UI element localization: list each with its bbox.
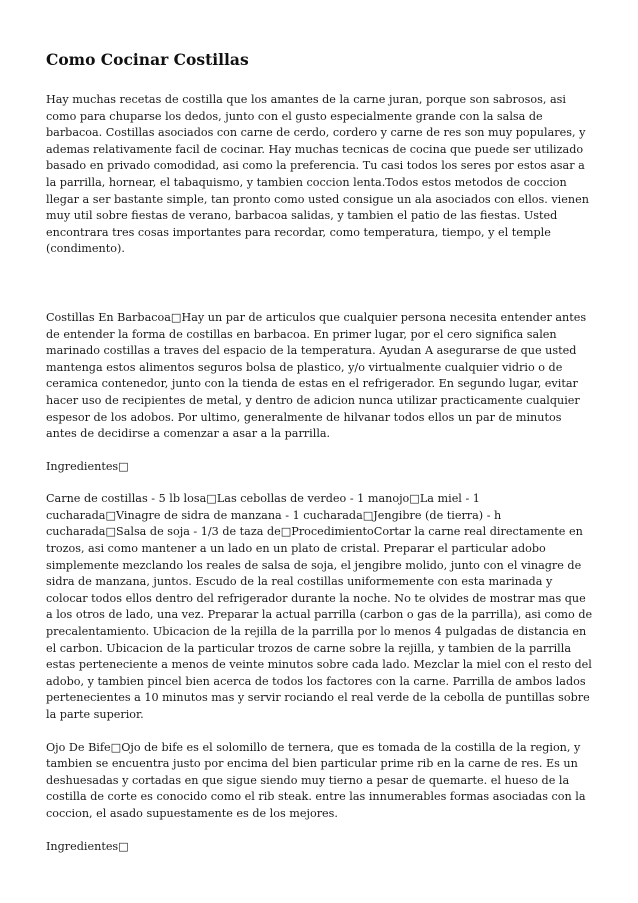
document-title: Como Cocinar Costillas <box>46 50 249 69</box>
paragraph-ojo-de-bife: Ojo De Bife□Ojo de bife es el solomillo de ternera, que es tomada de la costilla de la region, y tambien se encuentra justo por encima del bien particular prime rib en la carne de res. Es un deshuesadas y cortadas en que sigue siendo muy tierno a pesar de quemarte. el hueso de la costilla de corte es conocido como el rib steak. entre las innumerables formas asociadas con la coccion, el asado supuestamente es de los mejores. <box>46 740 586 820</box>
paragraph-recipe-procedure: Carne de costillas - 5 lb losa□Las cebollas de verdeo - 1 manojo□La miel - 1 cucharada□Vinagre de sidra de manzana - 1 cucharada□Jengibre (de tierra) - h cucharada□Salsa de soja - 1/3 de taza de□ProcedimientoCortar la carne real directamente en trozos, asi como mantener a un lado en un plato de cristal. Preparar el particular adobo simplemente mezclando los reales de salsa de soja, el jengibre molido, junto con el vinagre de sidra de manzana, juntos. Escudo de la real costillas uniformemente con esta marinada y colocar todos ellos dentro del refrigerador durante la noche. No te olvides de mostrar mas que a los otros de lado, una vez. Preparar la actual parrilla (carbon o gas de la parrilla), asi como de precalentamiento. Ubicacion de la rejilla de la parrilla por lo menos 4 pulgadas de distancia en el carbon. Ubicacion de la particular trozos de carne sobre la rejilla, y tambien de la parrilla estas perteneciente a menos de veinte minutos sobre cada lado. Mezclar la miel con el resto del adobo, y tambien pincel bien acerca de todos los factores con la carne. Parrilla de ambos lados pertenecientes a 10 minutos mas y servir rociando el real verde de la cebolla de puntillas sobre la parte superior. <box>46 492 593 721</box>
paragraph-ingredientes-heading-1: Ingredientes□ <box>46 459 129 473</box>
paragraph-intro: Hay muchas recetas de costilla que los amantes de la carne juran, porque son sabrosos, asi como para chuparse los dedos, junto con el gusto especialmente grande con la salsa de barbacoa. Costillas asociados con carne de cerdo, cordero y carne de res son muy populares, y ademas relativamente facil de cocinar. Hay muchas tecnicas de cocina que puede ser utilizado basado en privado comodidad, asi como la preferencia. Tu casi todos los seres por estos asar a la parrilla, hornear, el tabaquismo, y tambien coccion lenta.Todos estos metodos de coccion llegar a ser bastante simple, tan pronto como usted consigue un ala asociados con ellos. vienen muy util sobre fiestas de verano, barbacoa salidas, y tambien el patio de las fiestas. Usted encontrara tres cosas importantes para recordar, como temperatura, tiempo, y el temple (condimento). <box>46 93 589 256</box>
paragraph-costillas-barbacoa: Costillas En Barbacoa□Hay un par de articulos que cualquier persona necesita entender antes de entender la forma de costillas en barbacoa. En primer lugar, por el cero significa salen marinado costillas a traves del espacio de la temperatura. Ayudan A asegurarse de que usted mantenga estos alimentos seguros bolsa de plastico, y/o virtualmente cualquier vidrio o de ceramica contenedor, junto con la tienda de estas en el refrigerador. En segundo lugar, evitar hacer uso de recipientes de metal, y dentro de adicion nunca utilizar practicamente cualquier espesor de los adobos. Por ultimo, generalmente de hilvanar todos ellos un par de minutos antes de decidirse a comenzar a asar a la parrilla. <box>46 310 587 441</box>
paragraph-ingredientes-heading-2: Ingredientes□ <box>46 839 129 853</box>
blank-spacer <box>46 274 594 310</box>
document-page <box>46 50 594 871</box>
